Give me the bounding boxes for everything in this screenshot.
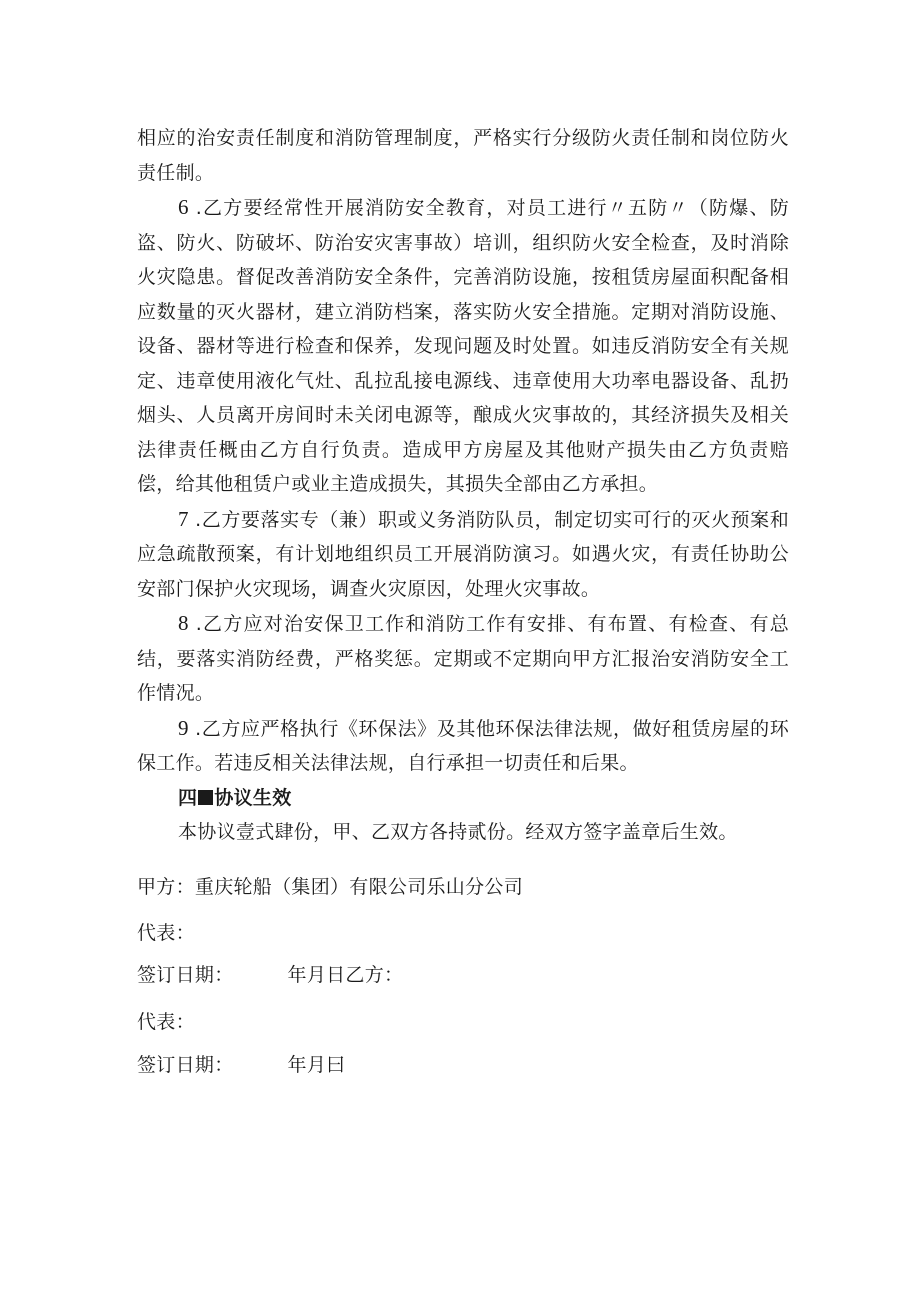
section-title: 协议生效 — [214, 786, 292, 809]
item-number: 9 — [178, 715, 189, 740]
item-text: .乙方应对治安保卫工作和消防工作有安排、有布置、有检查、有总结，要落实消防经费，严格奖惩。定期或不定期向甲方汇报治安消防安全工作情况。 — [137, 613, 789, 704]
paragraph-item-6 — [137, 190, 789, 502]
paragraph-item-7 — [137, 502, 789, 607]
section-heading — [137, 781, 789, 816]
signing-date-line-2 — [137, 1053, 345, 1077]
item-text: .乙方应严格执行《环保法》及其他环保法律法规，做好租赁房屋的环保工作。若违反相关法律法规，自行承担一切责任和后果。 — [137, 717, 789, 774]
item-number: 8 — [178, 611, 189, 635]
paragraph-item-9 — [137, 711, 789, 781]
party-a-line: 甲方：重庆轮船（集团）有限公司乐山分公司 — [137, 876, 524, 898]
section-body: 本协议壹式肆份，甲、乙双方各持贰份。经双方签字盖章后生效。 — [178, 821, 738, 843]
representative-label-2: 代表： — [137, 1011, 195, 1033]
section-number: 四 — [178, 786, 198, 809]
document-body — [137, 121, 789, 850]
square-bullet-icon — [198, 790, 213, 805]
item-text: .乙方要落实专（兼）职或义务消防队员，制定切实可行的灭火预案和应急疏散预案，有计划地组织员工开展消防演习。如遇火灾，有责任协助公安部门保护火灾现场，调查火灾原因，处理火灾事故。 — [137, 508, 789, 600]
signing-date-value: 年月日乙方： — [287, 964, 404, 986]
signing-date-value: 年月曰 — [287, 1054, 346, 1076]
signing-date-line-1 — [137, 963, 403, 987]
representative-label-1: 代表： — [137, 922, 195, 944]
paragraph-item-8 — [137, 606, 789, 711]
item-text: .乙方要经常性开展消防安全教育，对员工进行〃五防〃（防爆、防盗、防火、防破坏、防治安灾害事故）培训，组织防火安全检查，及时消除火灾隐患。督促改善消防安全条件，完善消防设施，按租赁房屋面积配备相应数量的灭火器材，建立消防档案，落实防火安全措施。定期对消防设施、设备、器材等进行检查和保养，发现问题及时处置。如违反消防安全有关规定、违章使用液化气灶、乱拉乱接电源线、违章使用大功率电器设备、乱扔烟头、人员离开房间时未关闭电源等，酿成火灾事故的，其经济损失及相关法律责任概由乙方自行负责。造成甲方房屋及其他财产损失由乙方负责赔偿，给其他租赁户或业主造成损失，其损失全部由乙方承担。 — [137, 197, 789, 495]
item-number: 6 — [178, 195, 189, 219]
signing-date-label: 签订日期： — [137, 964, 234, 986]
paragraph-intro: 相应的治安责任制度和消防管理制度，严格实行分级防火责任制和岗位防火责任制。 — [137, 127, 789, 184]
item-number: 7 — [178, 506, 189, 531]
signing-date-label: 签订日期： — [137, 1054, 234, 1076]
